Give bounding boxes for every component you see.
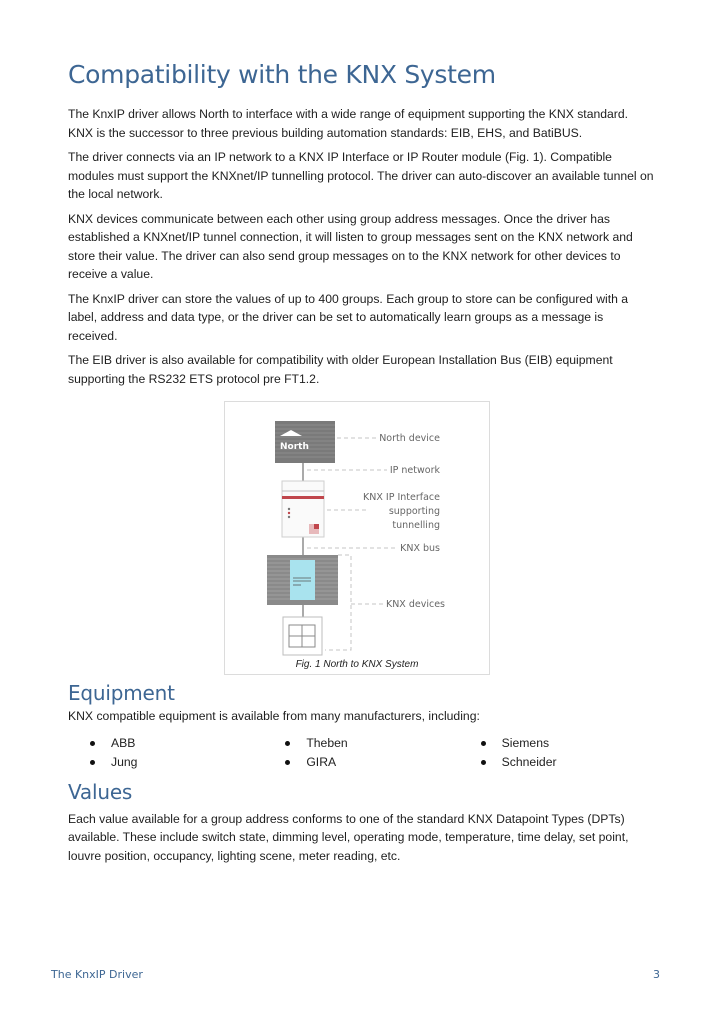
figure-caption: Fig. 1 North to KNX System bbox=[295, 659, 419, 670]
intro-paragraph: The KnxIP driver can store the values of up to 400 groups. Each group to store can be configured with a label, address and data type, or the driver can be set to automatically learn groups as a message is received. bbox=[68, 291, 629, 343]
label-knx-devices: KNX devices bbox=[385, 599, 445, 610]
values-paragraph: Each value available for a group address conforms to one of the standard KNX Datapoint Types (DPTs) available. These include switch state, dimming level, operating mode, temperature, time delay, set point, louvre position, occupancy, lighting scene, meter reading, etc. bbox=[68, 811, 629, 863]
north-device-image bbox=[275, 421, 335, 463]
page-content bbox=[68, 56, 654, 871]
label-knx-ip-interface-line2: supporting bbox=[388, 506, 440, 517]
list-item: Schneider bbox=[459, 753, 654, 772]
knx-ip-interface-image bbox=[282, 481, 324, 537]
intro-paragraph: The driver connects via an IP network to a KNX IP Interface or IP Router module (Fig. 1). Compatible modules must support the KNXnet/IP tunnelling protocol. The driver can auto-discover an available tunnel on the local network. bbox=[68, 150, 654, 201]
knx-push-button-image bbox=[283, 617, 322, 655]
intro-paragraph: The EIB driver is also available for compatibility with older European Installation Bus (EIB) equipment supporting the RS232 ETS protocol pre FT1.2. bbox=[68, 353, 613, 386]
manufacturer-list bbox=[68, 734, 654, 772]
label-ip-network: IP network bbox=[389, 465, 440, 476]
list-item: GIRA bbox=[263, 753, 458, 772]
list-item: Siemens bbox=[459, 734, 654, 753]
section-heading-equipment: Equipment bbox=[68, 681, 175, 705]
list-item: ABB bbox=[68, 734, 263, 753]
label-north-device: North device bbox=[379, 433, 440, 444]
intro-paragraph: KNX devices communicate between each other using group address messages. Once the driver has established a KNXnet/IP tunnel connection, it will listen to group messages sent on the KNX network and store their value. The driver can also send group messages on to the KNX network for other devices to receive a value. bbox=[68, 211, 633, 281]
page-title: Compatibility with the KNX System bbox=[68, 60, 496, 89]
list-item: Jung bbox=[68, 753, 263, 772]
label-knx-ip-interface-line3: tunnelling bbox=[392, 520, 440, 531]
intro-paragraph: The KnxIP driver allows North to interface with a wide range of equipment supporting the KNX standard. KNX is the successor to three previous building automation standards: EIB, EHS, and BatiBUS. bbox=[68, 107, 629, 140]
list-item: Theben bbox=[263, 734, 458, 753]
manufacturer-column bbox=[459, 734, 654, 772]
equipment-intro: KNX compatible equipment is available from many manufacturers, including: bbox=[68, 709, 480, 723]
label-knx-ip-interface: KNX IP Interface bbox=[363, 492, 440, 503]
footer-document-title: The KnxIP Driver bbox=[51, 968, 143, 981]
manufacturer-column bbox=[68, 734, 263, 772]
manufacturer-column bbox=[263, 734, 458, 772]
footer-page-number: 3 bbox=[653, 968, 660, 981]
section-heading-values: Values bbox=[68, 779, 133, 804]
knx-diagram bbox=[225, 402, 491, 676]
label-knx-bus: KNX bus bbox=[400, 543, 440, 554]
figure-north-to-knx bbox=[224, 401, 490, 675]
knx-actuator-image bbox=[267, 555, 338, 605]
north-logo: North bbox=[280, 442, 309, 452]
